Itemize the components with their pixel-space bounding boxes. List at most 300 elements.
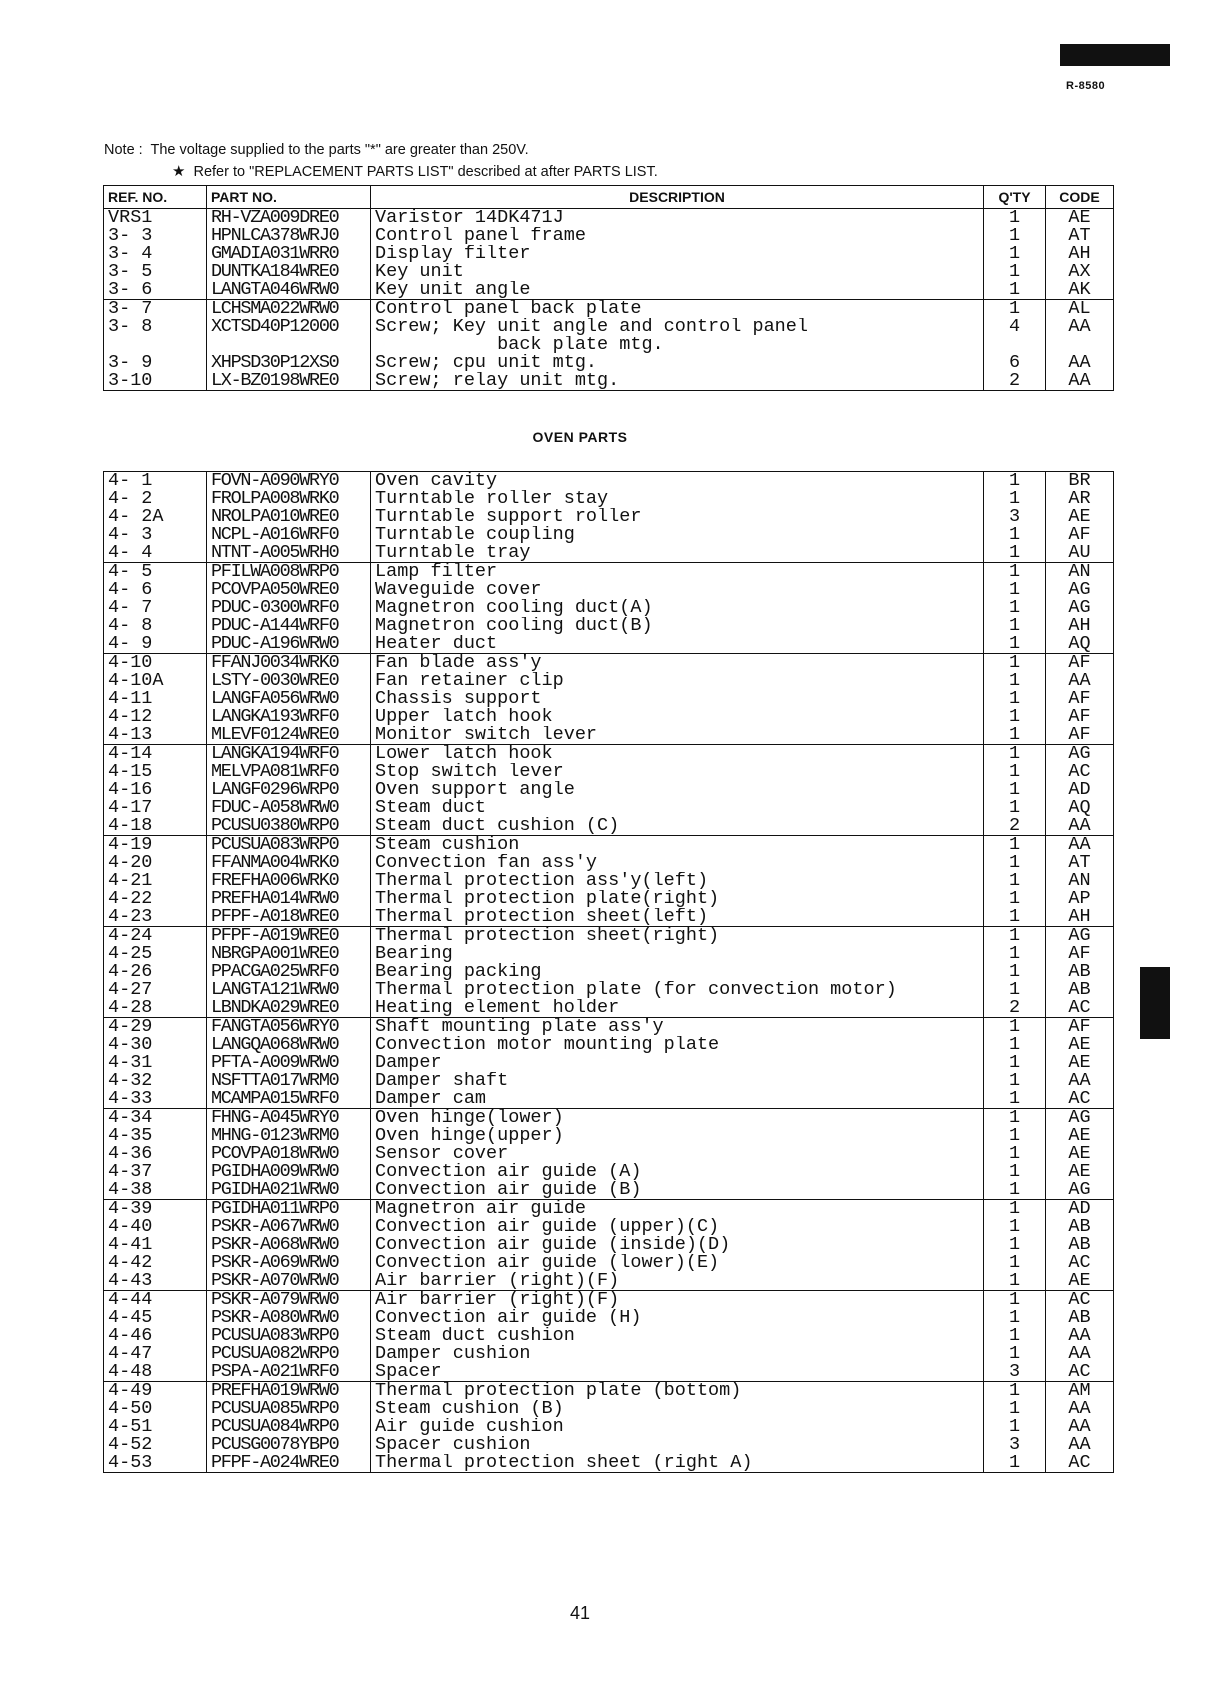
qty-cell: 1 (984, 1254, 1046, 1272)
code-cell: AC (1046, 1090, 1114, 1109)
description-cell: Convection air guide (inside)(D) (371, 1236, 984, 1254)
code-cell: AE (1046, 1272, 1114, 1291)
ref-cell: 4-45 (104, 1309, 207, 1327)
part-number-cell: PCUSG0078YBP0 (207, 1436, 371, 1454)
qty-cell: 1 (984, 908, 1046, 927)
code-cell: AK (1046, 281, 1114, 300)
part-number-cell: PDUC-0300WRF0 (207, 599, 371, 617)
part-number-cell: PCUSUA082WRP0 (207, 1345, 371, 1363)
description-cell: Turntable roller stay (371, 490, 984, 508)
description-cell: Control panel back plate (371, 300, 984, 319)
ref-cell: 4-26 (104, 963, 207, 981)
code-cell: AC (1046, 1291, 1114, 1310)
code-cell: AD (1046, 1200, 1114, 1219)
table-row (104, 672, 1114, 690)
qty-cell: 1 (984, 781, 1046, 799)
qty-cell: 1 (984, 1309, 1046, 1327)
qty-cell: 1 (984, 945, 1046, 963)
qty-cell: 1 (984, 281, 1046, 300)
ref-cell: 4-37 (104, 1163, 207, 1181)
table-row (104, 1163, 1114, 1181)
code-cell: AE (1046, 1036, 1114, 1054)
description-cell: Key unit angle (371, 281, 984, 300)
part-number-cell: FFANMA004WRK0 (207, 854, 371, 872)
code-cell: AG (1046, 1109, 1114, 1128)
table-row (104, 336, 1114, 354)
table-row (104, 1054, 1114, 1072)
table-row (104, 999, 1114, 1018)
part-number-cell: PGIDHA009WRW0 (207, 1163, 371, 1181)
qty-cell: 1 (984, 963, 1046, 981)
description-cell: Convection air guide (H) (371, 1309, 984, 1327)
qty-cell: 3 (984, 508, 1046, 526)
table-row (104, 654, 1114, 673)
ref-cell: 4-47 (104, 1345, 207, 1363)
code-cell: AC (1046, 999, 1114, 1018)
ref-cell: 4-10A (104, 672, 207, 690)
part-number-cell: LANGQA068WRW0 (207, 1036, 371, 1054)
code-cell: AA (1046, 1418, 1114, 1436)
qty-cell: 1 (984, 854, 1046, 872)
qty-cell: 1 (984, 1345, 1046, 1363)
qty-cell: 1 (984, 617, 1046, 635)
qty-cell: 1 (984, 654, 1046, 673)
qty-cell: 1 (984, 1090, 1046, 1109)
ref-cell: 3- 4 (104, 245, 207, 263)
part-number-cell: NCPL-A016WRF0 (207, 526, 371, 544)
description-cell: Oven cavity (371, 472, 984, 491)
description-cell: Turntable support roller (371, 508, 984, 526)
code-cell: AD (1046, 781, 1114, 799)
col-qty-header: Q'TY (984, 186, 1046, 209)
part-number-cell: FANGTA056WRY0 (207, 1018, 371, 1037)
table-row (104, 209, 1114, 228)
part-number-cell: PFTA-A009WRW0 (207, 1054, 371, 1072)
ref-cell: 4-42 (104, 1254, 207, 1272)
qty-cell: 1 (984, 1382, 1046, 1401)
qty-cell: 1 (984, 1018, 1046, 1037)
table-row (104, 1036, 1114, 1054)
description-cell: Oven support angle (371, 781, 984, 799)
qty-cell: 1 (984, 726, 1046, 745)
table-row (104, 799, 1114, 817)
qty-cell: 1 (984, 1200, 1046, 1219)
part-number-cell: LCHSMA022WRW0 (207, 300, 371, 319)
part-number-cell: PCUSUA083WRP0 (207, 836, 371, 855)
table-row (104, 372, 1114, 391)
description-cell: Lower latch hook (371, 745, 984, 764)
ref-cell: 4-32 (104, 1072, 207, 1090)
code-cell: AA (1046, 1327, 1114, 1345)
qty-cell: 6 (984, 354, 1046, 372)
code-cell: AB (1046, 1309, 1114, 1327)
ref-cell: 4- 1 (104, 472, 207, 491)
part-number-cell: PSKR-A068WRW0 (207, 1236, 371, 1254)
part-number-cell: RH-VZA009DRE0 (207, 209, 371, 228)
parts-table-control-panel (103, 185, 1114, 391)
table-row (104, 872, 1114, 890)
code-cell: AB (1046, 1236, 1114, 1254)
qty-cell: 1 (984, 745, 1046, 764)
ref-cell: 3- 8 (104, 318, 207, 336)
code-cell: BR (1046, 472, 1114, 491)
description-cell: Screw; Key unit angle and control panel (371, 318, 984, 336)
description-cell: Steam cushion (371, 836, 984, 855)
qty-cell: 1 (984, 563, 1046, 582)
table-row (104, 1127, 1114, 1145)
part-number-cell: PFPF-A024WRE0 (207, 1454, 371, 1473)
ref-cell (104, 336, 207, 354)
table-row (104, 318, 1114, 336)
code-cell: AE (1046, 508, 1114, 526)
code-cell: AC (1046, 1363, 1114, 1382)
ref-cell: 4-41 (104, 1236, 207, 1254)
description-cell: Upper latch hook (371, 708, 984, 726)
code-cell: AG (1046, 927, 1114, 946)
ref-cell: 4-11 (104, 690, 207, 708)
qty-cell: 1 (984, 1145, 1046, 1163)
code-cell: AG (1046, 599, 1114, 617)
ref-cell: 4- 2A (104, 508, 207, 526)
ref-cell: 4- 2 (104, 490, 207, 508)
part-number-cell: LANGF0296WRP0 (207, 781, 371, 799)
qty-cell: 1 (984, 263, 1046, 281)
code-cell: AA (1046, 817, 1114, 836)
table-row (104, 945, 1114, 963)
ref-cell: 4-12 (104, 708, 207, 726)
table-row (104, 635, 1114, 654)
table-row (104, 526, 1114, 544)
voltage-note (104, 142, 529, 158)
reference-note-text: Refer to "REPLACEMENT PARTS LIST" described at after PARTS LIST. (193, 164, 658, 180)
part-number-cell: PREFHA019WRW0 (207, 1382, 371, 1401)
table-row (104, 1382, 1114, 1401)
table-row (104, 1018, 1114, 1037)
code-cell: AE (1046, 1127, 1114, 1145)
qty-cell: 1 (984, 672, 1046, 690)
description-cell: Air barrier (right)(F) (371, 1272, 984, 1291)
part-number-cell: PSKR-A080WRW0 (207, 1309, 371, 1327)
ref-cell: 3-10 (104, 372, 207, 391)
code-cell: AC (1046, 763, 1114, 781)
description-cell: Display filter (371, 245, 984, 263)
qty-cell: 3 (984, 1363, 1046, 1382)
part-number-cell: MCAMPA015WRF0 (207, 1090, 371, 1109)
page-number: 41 (569, 1603, 591, 1623)
description-cell: Screw; cpu unit mtg. (371, 354, 984, 372)
table-row (104, 300, 1114, 319)
table-row (104, 981, 1114, 999)
model-number: R-8580 (1066, 80, 1106, 92)
code-cell: AF (1046, 654, 1114, 673)
ref-cell: 4-14 (104, 745, 207, 764)
code-cell: AA (1046, 354, 1114, 372)
code-cell: AF (1046, 726, 1114, 745)
description-cell: Spacer (371, 1363, 984, 1382)
part-number-cell: LSTY-0030WRE0 (207, 672, 371, 690)
description-cell: Shaft mounting plate ass'y (371, 1018, 984, 1037)
part-number-cell: LANGTA121WRW0 (207, 981, 371, 999)
part-number-cell: PFPF-A018WRE0 (207, 908, 371, 927)
part-number-cell: PDUC-A196WRW0 (207, 635, 371, 654)
section-tab-marker (1140, 967, 1170, 1039)
table-row (104, 836, 1114, 855)
code-cell: AA (1046, 836, 1114, 855)
table-row (104, 245, 1114, 263)
ref-cell: 4-30 (104, 1036, 207, 1054)
description-cell: Magnetron air guide (371, 1200, 984, 1219)
code-cell: AN (1046, 563, 1114, 582)
code-cell: AF (1046, 1018, 1114, 1037)
part-number-cell: PPACGA025WRF0 (207, 963, 371, 981)
ref-cell: 4-28 (104, 999, 207, 1018)
part-number-cell: PCUSUA084WRP0 (207, 1418, 371, 1436)
table-row (104, 963, 1114, 981)
code-cell: AE (1046, 1145, 1114, 1163)
description-cell: Magnetron cooling duct(B) (371, 617, 984, 635)
table-row (104, 890, 1114, 908)
ref-cell: 4-24 (104, 927, 207, 946)
note-text: The voltage supplied to the parts "*" are greater than 250V. (150, 142, 529, 158)
description-cell: Damper (371, 1054, 984, 1072)
part-number-cell: FOVN-A090WRY0 (207, 472, 371, 491)
table-row (104, 617, 1114, 635)
description-cell: Oven hinge(lower) (371, 1109, 984, 1128)
table-row (104, 599, 1114, 617)
qty-cell: 1 (984, 526, 1046, 544)
qty-cell: 2 (984, 372, 1046, 391)
table-row (104, 1400, 1114, 1418)
code-cell: AQ (1046, 799, 1114, 817)
part-number-cell: LANGTA046WRW0 (207, 281, 371, 300)
code-cell (1046, 336, 1114, 354)
code-cell: AA (1046, 318, 1114, 336)
description-cell: Waveguide cover (371, 581, 984, 599)
note-prefix: Note : (104, 142, 143, 158)
qty-cell: 1 (984, 927, 1046, 946)
description-cell: Steam duct cushion (C) (371, 817, 984, 836)
table-row (104, 1291, 1114, 1310)
ref-cell: 4-44 (104, 1291, 207, 1310)
description-cell: Convection air guide (upper)(C) (371, 1218, 984, 1236)
description-cell: Thermal protection ass'y(left) (371, 872, 984, 890)
code-cell: AE (1046, 1163, 1114, 1181)
description-cell: Heater duct (371, 635, 984, 654)
ref-cell: 4-29 (104, 1018, 207, 1037)
ref-cell: 3- 5 (104, 263, 207, 281)
description-cell: Thermal protection plate(right) (371, 890, 984, 908)
col-code-header: CODE (1046, 186, 1114, 209)
part-number-cell: HPNLCA378WRJ0 (207, 227, 371, 245)
description-cell: Sensor cover (371, 1145, 984, 1163)
ref-cell: 4- 3 (104, 526, 207, 544)
col-part-header: PART NO. (207, 186, 371, 209)
ref-cell: 4-17 (104, 799, 207, 817)
part-number-cell: PCUSUA083WRP0 (207, 1327, 371, 1345)
code-cell: AT (1046, 227, 1114, 245)
qty-cell: 1 (984, 1291, 1046, 1310)
col-ref-header: REF. NO. (104, 186, 207, 209)
table-row (104, 1145, 1114, 1163)
part-number-cell: FFANJ0034WRK0 (207, 654, 371, 673)
code-cell: AH (1046, 908, 1114, 927)
ref-cell: 4-27 (104, 981, 207, 999)
description-cell: Screw; relay unit mtg. (371, 372, 984, 391)
part-number-cell: FREFHA006WRK0 (207, 872, 371, 890)
code-cell: AH (1046, 245, 1114, 263)
reference-note (172, 162, 658, 180)
description-cell: Air barrier (right)(F) (371, 1291, 984, 1310)
part-number-cell: NTNT-A005WRH0 (207, 544, 371, 563)
qty-cell: 1 (984, 245, 1046, 263)
ref-cell: 4-35 (104, 1127, 207, 1145)
code-cell: AA (1046, 1400, 1114, 1418)
ref-cell: 3- 6 (104, 281, 207, 300)
part-number-cell: MLEVF0124WRE0 (207, 726, 371, 745)
qty-cell: 1 (984, 836, 1046, 855)
description-cell: Convection air guide (A) (371, 1163, 984, 1181)
ref-cell: 4-40 (104, 1218, 207, 1236)
ref-cell: 4-33 (104, 1090, 207, 1109)
code-cell: AN (1046, 872, 1114, 890)
ref-cell: 4-53 (104, 1454, 207, 1473)
ref-cell: 4-22 (104, 890, 207, 908)
ref-cell: 4- 6 (104, 581, 207, 599)
qty-cell: 1 (984, 472, 1046, 491)
part-number-cell: FROLPA008WRK0 (207, 490, 371, 508)
part-number-cell: PCOVPA050WRE0 (207, 581, 371, 599)
qty-cell (984, 336, 1046, 354)
table-row (104, 1236, 1114, 1254)
ref-cell: 4- 8 (104, 617, 207, 635)
ref-cell: 3- 9 (104, 354, 207, 372)
description-cell: Steam cushion (B) (371, 1400, 984, 1418)
description-cell: Steam duct (371, 799, 984, 817)
part-number-cell: PCUSU0380WRP0 (207, 817, 371, 836)
part-number-cell: PGIDHA011WRP0 (207, 1200, 371, 1219)
ref-cell: 3- 3 (104, 227, 207, 245)
code-cell: AC (1046, 1454, 1114, 1473)
code-cell: AQ (1046, 635, 1114, 654)
code-cell: AU (1046, 544, 1114, 563)
code-cell: AA (1046, 1345, 1114, 1363)
ref-cell: 4-43 (104, 1272, 207, 1291)
part-number-cell: LANGKA194WRF0 (207, 745, 371, 764)
code-cell: AP (1046, 890, 1114, 908)
table-row (104, 581, 1114, 599)
code-cell: AM (1046, 1382, 1114, 1401)
part-number-cell: GMADIA031WRR0 (207, 245, 371, 263)
code-cell: AA (1046, 1436, 1114, 1454)
qty-cell: 1 (984, 635, 1046, 654)
ref-cell: 4-19 (104, 836, 207, 855)
table-row (104, 1254, 1114, 1272)
description-cell: Bearing packing (371, 963, 984, 981)
code-cell: AF (1046, 526, 1114, 544)
ref-cell: 4-10 (104, 654, 207, 673)
qty-cell: 1 (984, 981, 1046, 999)
code-cell: AB (1046, 963, 1114, 981)
part-number-cell: PREFHA014WRW0 (207, 890, 371, 908)
description-cell: Damper cam (371, 1090, 984, 1109)
ref-cell: 4- 5 (104, 563, 207, 582)
table-row (104, 781, 1114, 799)
table-row (104, 1309, 1114, 1327)
code-cell: AL (1046, 300, 1114, 319)
ref-cell: 4-46 (104, 1327, 207, 1345)
description-cell: Fan blade ass'y (371, 654, 984, 673)
qty-cell: 1 (984, 1036, 1046, 1054)
part-number-cell: PCUSUA085WRP0 (207, 1400, 371, 1418)
part-number-cell: PSKR-A079WRW0 (207, 1291, 371, 1310)
table-row (104, 854, 1114, 872)
table-row (104, 817, 1114, 836)
ref-cell: 4-18 (104, 817, 207, 836)
qty-cell: 1 (984, 890, 1046, 908)
description-cell: Damper cushion (371, 1345, 984, 1363)
table-row (104, 726, 1114, 745)
part-number-cell: PSKR-A069WRW0 (207, 1254, 371, 1272)
table-row (104, 281, 1114, 300)
description-cell: Thermal protection sheet(left) (371, 908, 984, 927)
ref-cell: VRS1 (104, 209, 207, 228)
part-number-cell: LANGFA056WRW0 (207, 690, 371, 708)
qty-cell: 2 (984, 999, 1046, 1018)
ref-cell: 4-21 (104, 872, 207, 890)
table-row (104, 263, 1114, 281)
table-row (104, 690, 1114, 708)
description-cell: Convection air guide (B) (371, 1181, 984, 1200)
code-cell: AB (1046, 1218, 1114, 1236)
code-cell: AA (1046, 372, 1114, 391)
part-number-cell: XCTSD40P12000 (207, 318, 371, 336)
description-cell: Steam duct cushion (371, 1327, 984, 1345)
code-cell: AA (1046, 1072, 1114, 1090)
table-row (104, 354, 1114, 372)
part-number-cell: LANGKA193WRF0 (207, 708, 371, 726)
part-number-cell: PFILWA008WRP0 (207, 563, 371, 582)
table-row (104, 1109, 1114, 1128)
table-row (104, 472, 1114, 491)
page-tab-marker (1060, 44, 1170, 66)
col-desc-header: DESCRIPTION (371, 186, 984, 209)
part-number-cell: FHNG-A045WRY0 (207, 1109, 371, 1128)
part-number-cell (207, 336, 371, 354)
part-number-cell: LBNDKA029WRE0 (207, 999, 371, 1018)
code-cell: AA (1046, 672, 1114, 690)
table-row (104, 745, 1114, 764)
ref-cell: 4- 7 (104, 599, 207, 617)
ref-cell: 4-39 (104, 1200, 207, 1219)
table-row (104, 763, 1114, 781)
code-cell: AE (1046, 1054, 1114, 1072)
qty-cell: 1 (984, 209, 1046, 228)
code-cell: AG (1046, 581, 1114, 599)
part-number-cell: FDUC-A058WRW0 (207, 799, 371, 817)
ref-cell: 4-23 (104, 908, 207, 927)
description-cell: Varistor 14DK471J (371, 209, 984, 228)
part-number-cell: DUNTKA184WRE0 (207, 263, 371, 281)
description-cell: Air guide cushion (371, 1418, 984, 1436)
ref-cell: 4-15 (104, 763, 207, 781)
ref-cell: 4-25 (104, 945, 207, 963)
part-number-cell: PDUC-A144WRF0 (207, 617, 371, 635)
table-row (104, 908, 1114, 927)
description-cell: Thermal protection sheet(right) (371, 927, 984, 946)
qty-cell: 1 (984, 599, 1046, 617)
table-row (104, 227, 1114, 245)
description-cell: Turntable coupling (371, 526, 984, 544)
